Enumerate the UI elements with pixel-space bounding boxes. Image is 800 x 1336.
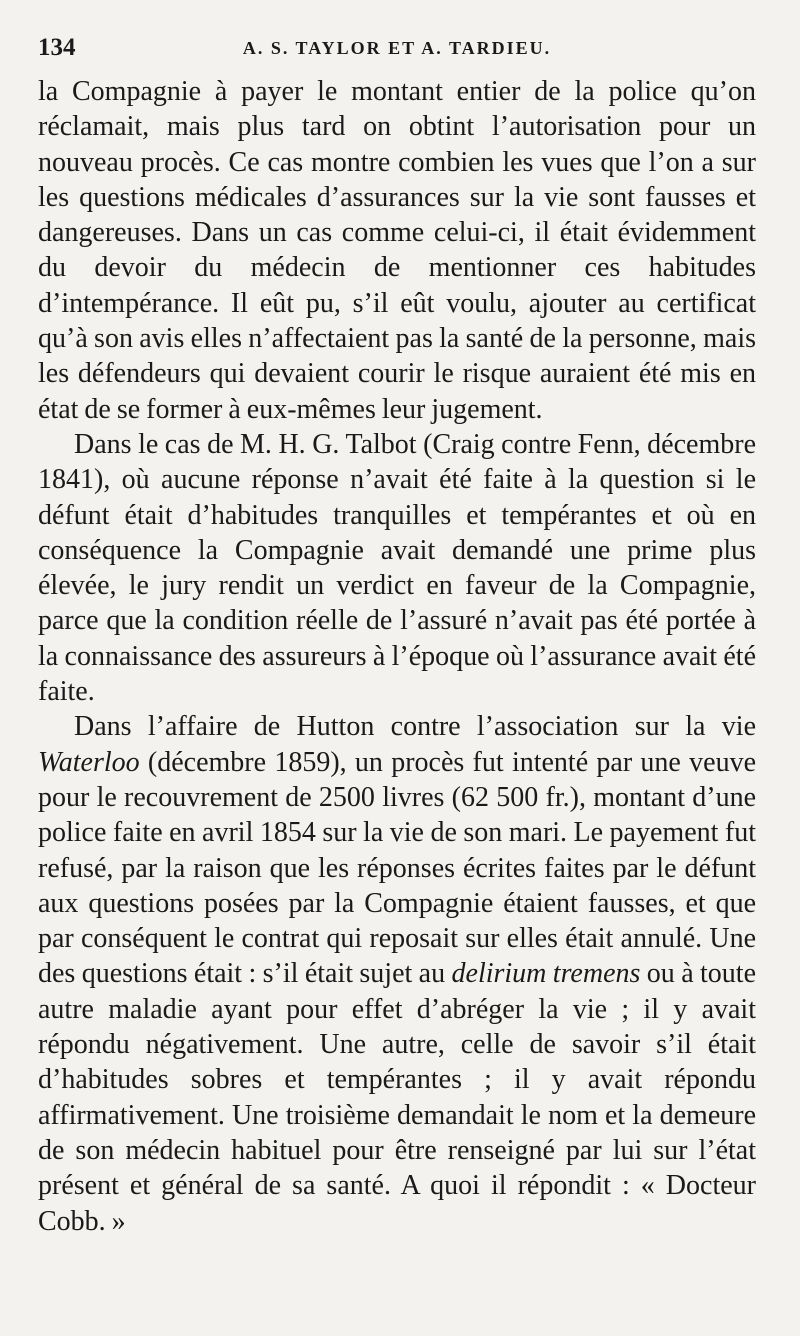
paragraph-2: Dans le cas de M. H. G. Talbot (Craig contre Fenn, décembre 1841), où aucune réponse n’avait été faite à la question si le défunt était d’habitudes tranquilles et tempérantes et où en conséquence la Compagnie avait demandé une prime plus élevée, le jury rendit un verdict en faveur de la Compagnie, parce que la condition réelle de l’assuré n’avait pas été portée à la connaissance des assureurs à l’époque où l’assurance avait été faite. [38, 428, 756, 708]
paragraph-3-part-3: ou à toute autre maladie ayant pour effet d’abréger la vie ; il y avait répondu négativement. Une autre, celle de savoir s’il était d’habitudes sobres et tempérantes ; il y avait répondu affirmativement. Une troisième demandait le nom et la demeure de son médecin habituel pour être renseigné par lui sur l’état présent et général de sa santé. A quoi il répondit : « Docteur Cobb. » [38, 958, 757, 1237]
paragraph-3-part-2: (décembre 1859), un procès fut intenté par une veuve pour le recouvrement de 2500 livres (62 500 fr.), montant d’une police faite en avril 1854 sur la vie de son mari. Le payement fut refusé, par la raison que les réponses écrites faites par le défunt aux questions posées par la Compagnie étaient fausses, et que par conséquent le contrat qui reposait sur elles était annulé. Une des questions était : s’il était sujet au [38, 746, 756, 990]
running-title: A. S. TAYLOR ET A. TARDIEU. [242, 38, 552, 58]
paragraph-1: la Compagnie à payer le montant entier de la police qu’on réclamait, mais plus tard on obtint l’autorisation pour un nouveau procès. Ce cas montre combien les vues que l’on a sur les questions médicales d’assurances sur la vie sont fausses et dangereuses. Dans un cas comme celui-ci, il était évidemment du devoir du médecin de mentionner ces habitudes d’intempérance. Il eût pu, s’il eût voulu, ajouter au certificat qu’à son avis elles n’affectaient pas la santé de la personne, mais les défendeurs qui devaient courir le risque auraient été mis en état de se former à eux-mêmes leur jugement. [38, 76, 756, 425]
text-body [38, 74, 756, 1239]
page-number: 134 [38, 34, 76, 61]
paragraph-3 [38, 709, 756, 1238]
italic-waterloo: Waterloo [38, 746, 140, 778]
running-head [38, 34, 756, 74]
paragraph-3-part-1: Dans l’affaire de Hutton contre l’association sur la vie [74, 711, 756, 743]
italic-delirium-tremens: delirium tremens [451, 958, 641, 990]
